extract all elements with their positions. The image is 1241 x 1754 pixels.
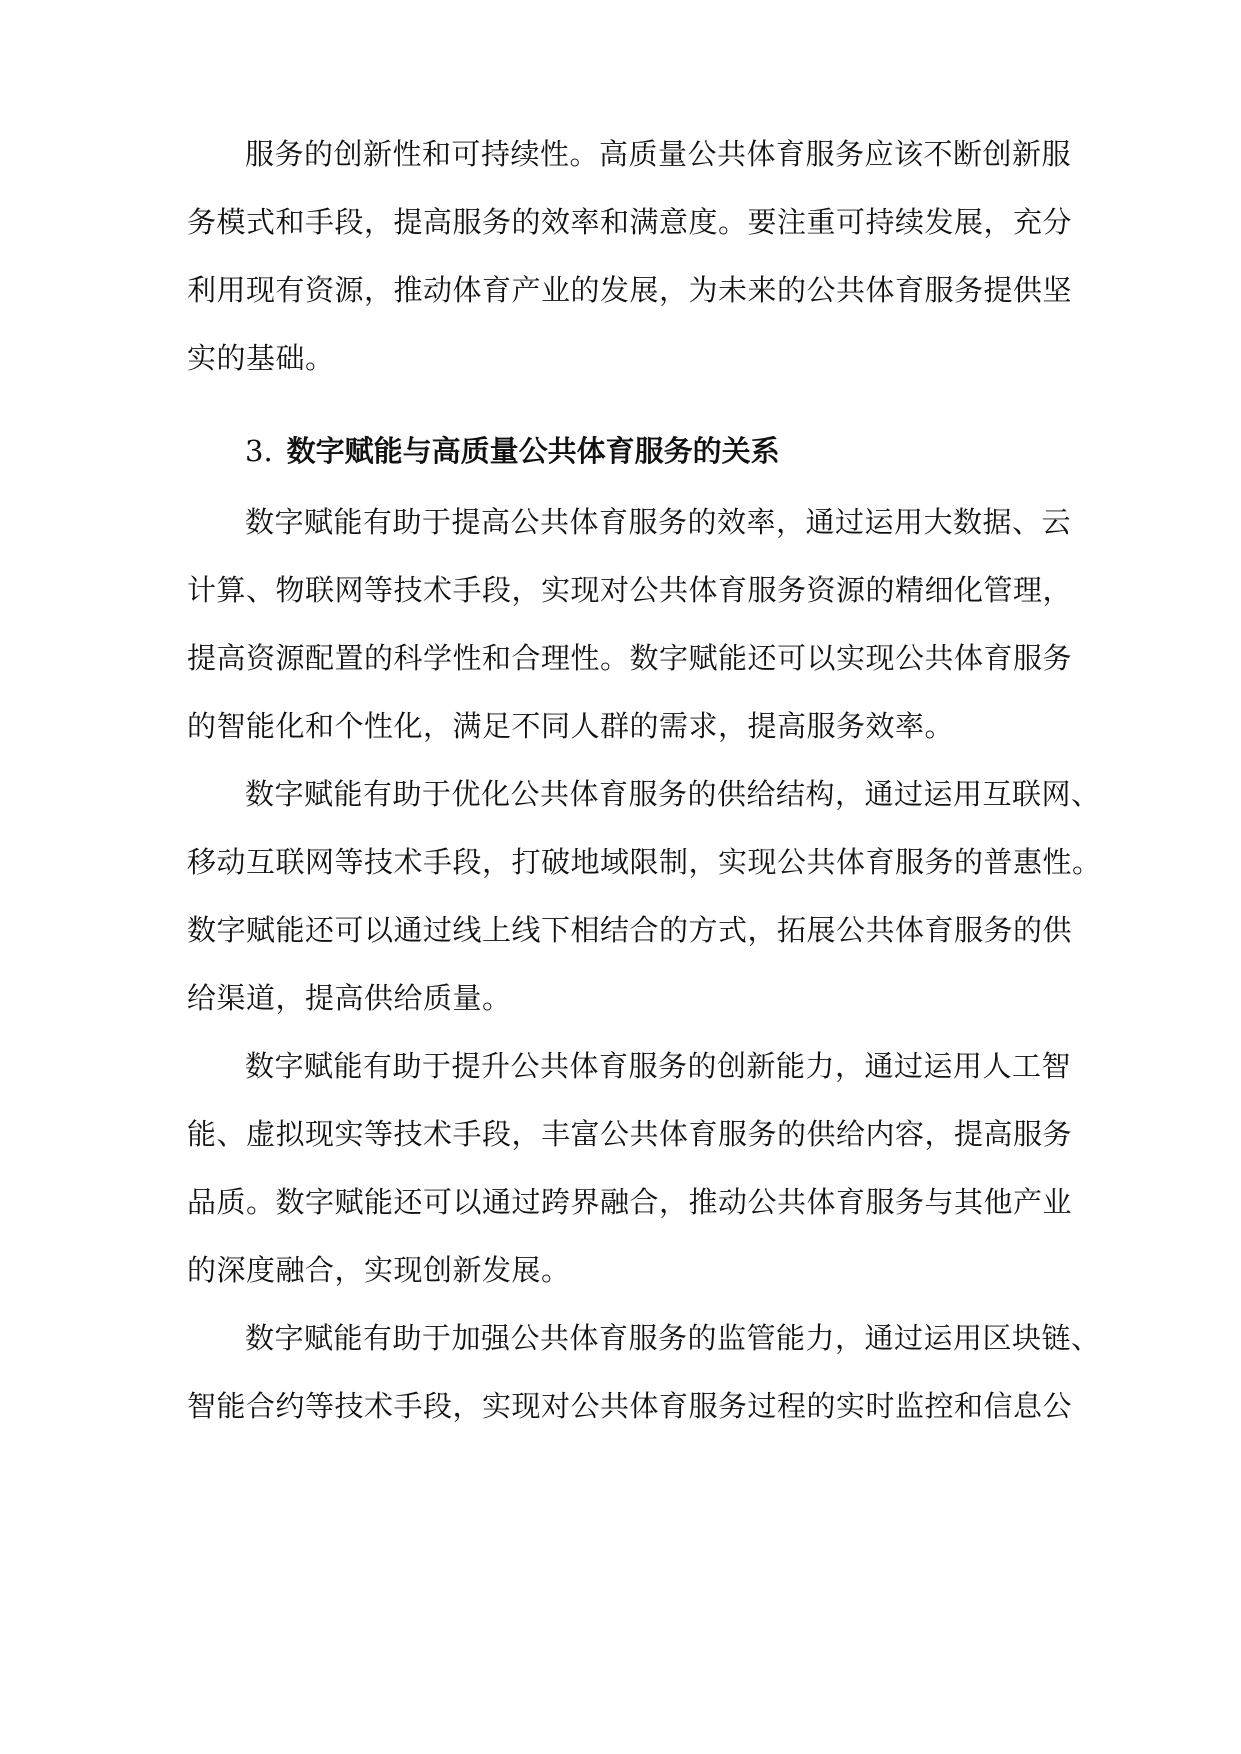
text-line: 数字赋能还可以通过线上线下相结合的方式，拓展公共体育服务的供 [187,913,1073,947]
section-number: 3. [245,434,273,468]
section-heading [245,431,780,471]
section-title: 数字赋能与高质量公共体育服务的关系 [286,434,780,468]
text-line: 实的基础。 [187,341,335,375]
text-line: 的深度融合，实现创新发展。 [187,1253,571,1287]
text-line: 的智能化和个性化，满足不同人群的需求，提高服务效率。 [187,709,955,743]
text-line: 移动互联网等技术手段，打破地域限制，实现公共体育服务的普惠性。 [187,845,1102,879]
text-line: 品质。数字赋能还可以通过跨界融合，推动公共体育服务与其他产业 [187,1185,1073,1219]
text-line: 提高资源配置的科学性和合理性。数字赋能还可以实现公共体育服务 [187,641,1073,675]
text-line: 利用现有资源，推动体育产业的发展，为未来的公共体育服务提供坚 [187,273,1073,307]
text-line: 数字赋能有助于加强公共体育服务的监管能力，通过运用区块链、 [245,1321,1101,1355]
text-line: 数字赋能有助于提高公共体育服务的效率，通过运用大数据、云 [245,505,1072,539]
text-line: 计算、物联网等技术手段，实现对公共体育服务资源的精细化管理， [187,573,1073,607]
text-line: 服务的创新性和可持续性。高质量公共体育服务应该不断创新服 [245,137,1072,171]
text-line: 务模式和手段，提高服务的效率和满意度。要注重可持续发展，充分 [187,205,1073,239]
text-line: 能、虚拟现实等技术手段，丰富公共体育服务的供给内容，提高服务 [187,1117,1073,1151]
text-line: 数字赋能有助于提升公共体育服务的创新能力，通过运用人工智 [245,1049,1072,1083]
text-line: 给渠道，提高供给质量。 [187,981,512,1015]
text-line: 数字赋能有助于优化公共体育服务的供给结构，通过运用互联网、 [245,777,1101,811]
text-line: 智能合约等技术手段，实现对公共体育服务过程的实时监控和信息公 [187,1389,1073,1423]
